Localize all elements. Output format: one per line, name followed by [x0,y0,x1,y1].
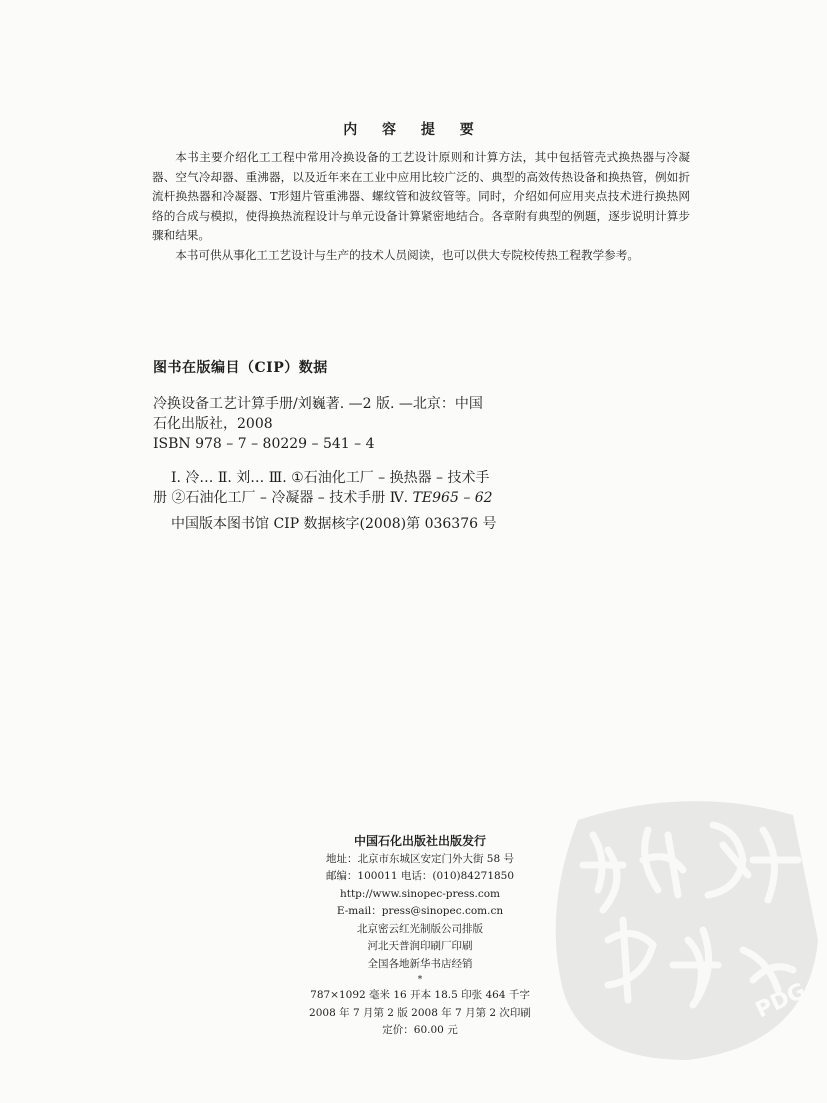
cip-classification-text: 册 ②石油化工厂 – 冷凝器 – 技术手册 Ⅳ. [153,490,409,506]
price: 定价：60.00 元 [382,1024,458,1036]
cip-publisher-line: 石化出版社，2008 [153,416,273,432]
publisher-url: http://www.sinopec-press.com [339,887,500,900]
cip-check-number: 中国版本图书馆 CIP 数据核字(2008)第 036376 号 [171,516,497,532]
cip-isbn: ISBN 978 – 7 – 80229 – 541 – 4 [153,436,375,452]
cip-classification-line-2 [153,488,598,508]
cip-classification-line: Ⅰ. 冷… Ⅱ. 刘… Ⅲ. ①石油化工厂 – 换热器 – 技术手 [171,470,490,486]
summary-paragraph: 本书主要介绍化工工程中常用冷换设备的工艺设计原则和计算方法，其中包括管壳式换热器与冷凝器、空气冷却器、重沸器，以及近年来在工业中应用比较广泛的、典型的高效传热设备和换热管，例如折流杆换热器和冷凝器、T形翅片管重沸器、螺纹管和波纹管等。同时，介绍如何应用夹点技术进行换热网络的合成与模拟，使得换热流程设计与单元设备计算紧密地结合。各章附有典型的例题，逐步说明计算步骤和结果。 [152,150,690,242]
cip-record [153,394,598,508]
watermark-text: PDG [751,978,811,1024]
summary-title: 内 容 提 要 [343,122,484,138]
publisher-postal-phone: 邮编：100011 电话：(010)84271850 [325,870,515,882]
seal-shape [556,801,818,1060]
publisher-name: 中国石化出版社出版发行 [353,834,486,848]
cip-title-line: 冷换设备工艺计算手册/刘巍著. —2 版. —北京：中国 [153,396,483,412]
print-specs: 787×1092 毫米 16 开本 18.5 印张 464 千字 [310,989,530,1001]
edition-info: 2008 年 7 月第 2 版 2008 年 7 月第 2 次印刷 [309,1006,531,1019]
cip-class-number: TE965 – 62 [408,490,493,506]
publisher-email: E-mail：press@sinopec.com.cn [336,905,504,917]
publisher-info [270,833,570,1040]
distributor: 全国各地新华书店经销 [367,957,473,970]
publisher-address: 地址：北京市东城区安定门外大街 58 号 [325,852,515,865]
summary-paragraph: 本书可供从事化工工艺设计与生产的技术人员阅读，也可以供大专院校传热工程教学参考。 [175,247,639,262]
seal-watermark [538,790,823,1070]
printer: 河北天普润印刷厂印刷 [367,940,473,952]
summary-body [152,148,690,265]
cip-title: 图书在版编目（CIP）数据 [153,360,328,376]
typesetter: 北京密云红光制版公司排版 [357,922,483,935]
separator-star: * [417,975,423,985]
